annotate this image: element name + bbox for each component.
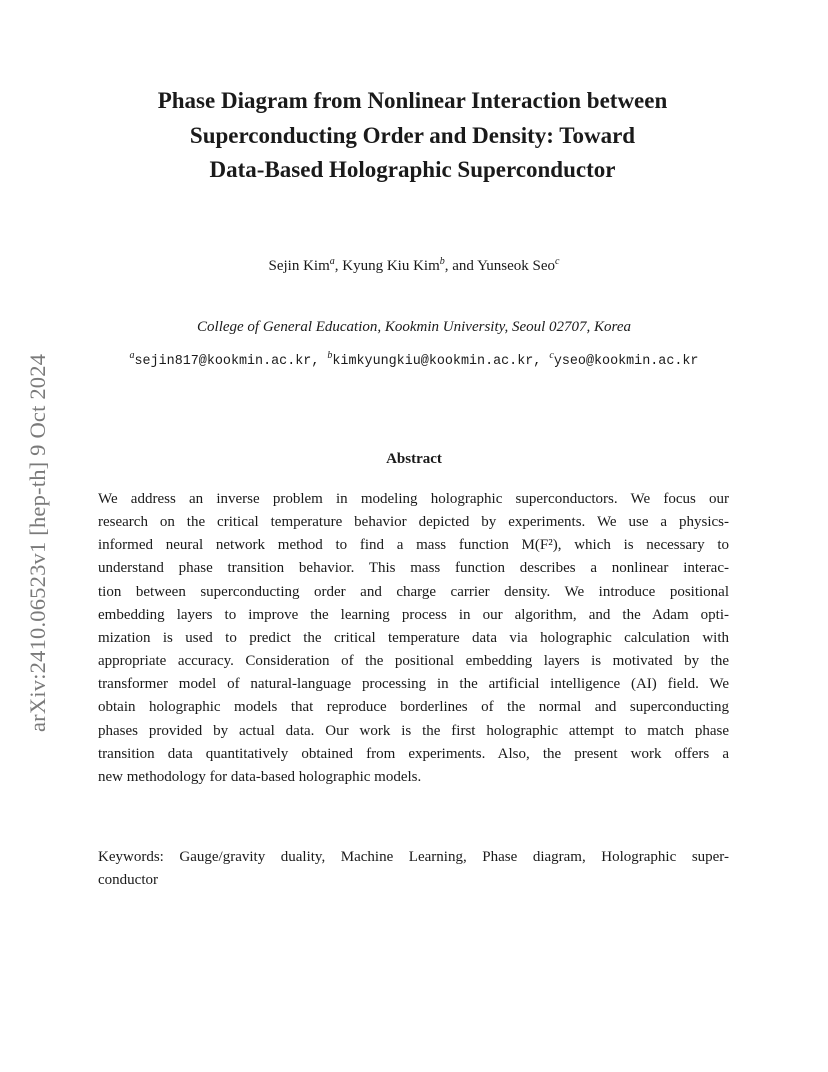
title-line: Data-Based Holographic Superconductor: [209, 157, 616, 182]
author-name: Sejin Kim: [268, 258, 330, 274]
abstract-heading: Abstract: [386, 451, 442, 467]
abstract-line: new methodology for data-based holographic models.: [98, 768, 422, 785]
keywords-line: conductor: [98, 872, 158, 888]
abstract-line: phases provided by actual data. Our work is the first holographic attempt to match phase: [98, 722, 729, 739]
email-separator: ,: [533, 354, 550, 369]
author-separator: , and: [444, 258, 478, 274]
abstract-line: research on the critical temperature behavior depicted by experiments. We use a physics-: [98, 514, 729, 531]
abstract-line: We address an inverse problem in modeling holographic superconductors. We focus our: [98, 491, 729, 507]
title-line: Phase Diagram from Nonlinear Interaction between: [157, 88, 668, 113]
email-address[interactable]: yseo@kookmin.ac.kr: [553, 354, 699, 369]
author-separator: ,: [334, 258, 343, 274]
arxiv-identifier-text: arXiv:2410.06523v1 [hep-th] 9 Oct 2024: [25, 353, 50, 732]
keywords-section: [98, 846, 729, 892]
abstract-line: tion between superconducting order and charge carrier density. We introduce positional: [98, 583, 729, 600]
author-list: [100, 256, 728, 276]
author-emails: [80, 352, 748, 372]
email-mark: c: [549, 350, 554, 361]
author-affiliation-mark: c: [555, 256, 560, 267]
abstract-line: obtain holographic models that reproduce borderlines of the normal and superconducting: [98, 699, 729, 716]
author-name: Kyung Kiu Kim: [342, 258, 440, 274]
email-address[interactable]: kimkyungkiu@kookmin.ac.kr: [332, 354, 534, 369]
author-affiliation-mark: b: [439, 256, 445, 267]
paper-title: [90, 84, 735, 188]
abstract-line: understand phase transition behavior. This mass function describes a nonlinear interac-: [98, 560, 729, 577]
arxiv-identifier-stamp: [18, 296, 58, 732]
author-affiliation: College of General Education, Kookmin University, Seoul 02707, Korea: [197, 319, 631, 335]
abstract-line: transition data quantitatively obtained from experiments. Also, the present work offers a: [98, 745, 729, 762]
abstract-line: appropriate accuracy. Consideration of the positional embedding layers is motivated by the: [98, 653, 729, 670]
keywords-line: Keywords: Gauge/gravity duality, Machine Learning, Phase diagram, Holographic super-: [98, 849, 729, 865]
email-address[interactable]: sejin817@kookmin.ac.kr: [134, 354, 312, 369]
abstract-line: mization is used to predict the critical temperature data via holographic calculation with: [98, 629, 729, 646]
email-mark: a: [129, 350, 135, 361]
title-line: Superconducting Order and Density: Toward: [189, 122, 636, 148]
abstract-line: informed neural network method to find a mass function M(F²), which is necessary to: [98, 537, 729, 554]
abstract-line: transformer model of natural-language processing in the artificial intelligence (AI) field. We: [98, 676, 729, 693]
email-mark: b: [327, 350, 333, 361]
abstract-line: embedding layers to improve the learning process in our algorithm, and the Adam opti-: [98, 606, 729, 623]
author-name: Yunseok Seo: [477, 258, 556, 274]
author-affiliation-mark: a: [329, 256, 335, 267]
email-separator: ,: [311, 354, 328, 369]
abstract-body: [98, 488, 729, 789]
